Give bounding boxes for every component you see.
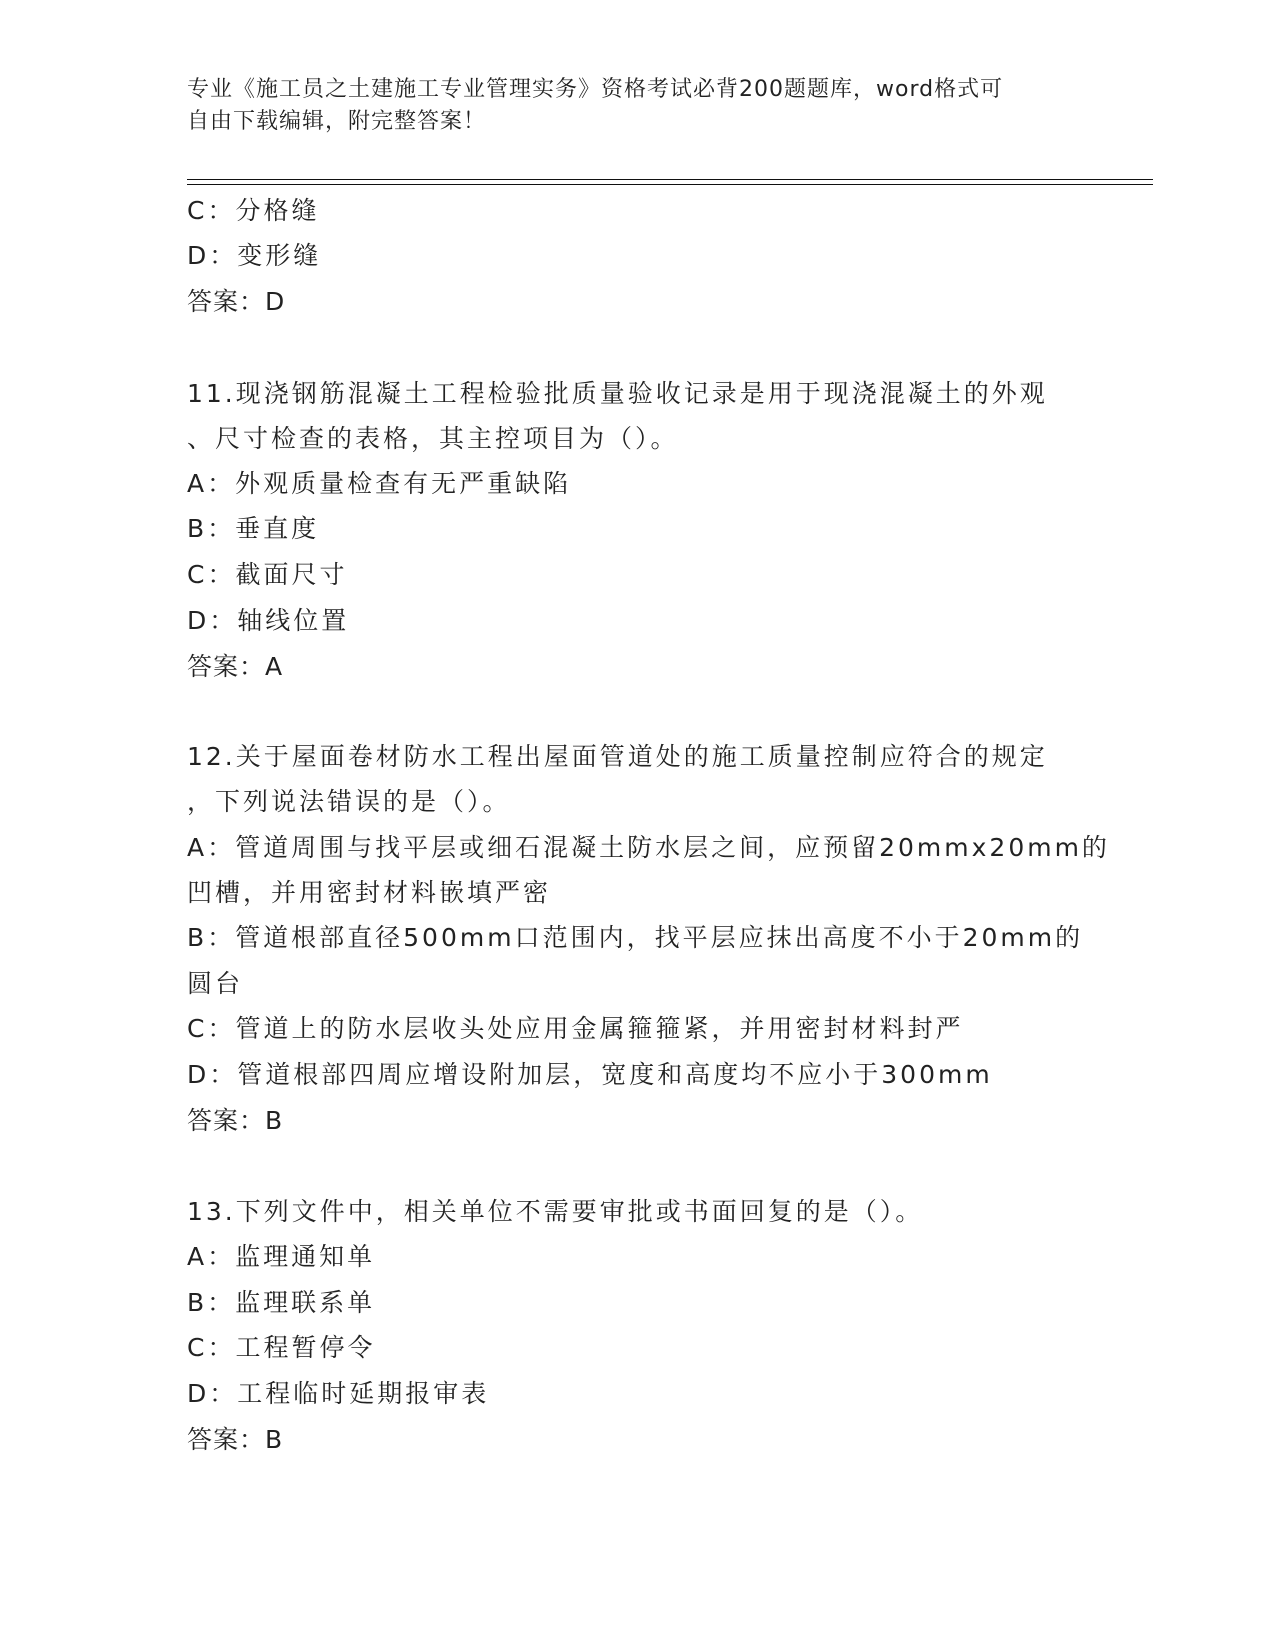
option-line: B：管道根部直径500mm口范围内，找平层应抹出高度不小于20mm的 <box>187 923 1084 952</box>
question-line: ，下列说法错误的是（）。 <box>187 787 511 816</box>
header-line-1: 专业《施工员之土建施工专业管理实务》资格考试必背200题题库，word格式可 <box>187 77 1004 102</box>
option-line: 圆台 <box>187 969 244 998</box>
option-line: C：截面尺寸 <box>187 560 348 589</box>
option-line: A：外观质量检查有无严重缺陷 <box>187 469 572 498</box>
option-line: D：轴线位置 <box>187 606 350 635</box>
option-line: B：垂直度 <box>187 514 320 543</box>
option-line: C：分格缝 <box>187 196 320 225</box>
header-line-2: 自由下载编辑，附完整答案！ <box>187 109 487 134</box>
question-line: 、尺寸检查的表格，其主控项目为（）。 <box>187 424 679 453</box>
answer-line: 答案：D <box>187 287 286 316</box>
option-line: A：监理通知单 <box>187 1242 376 1271</box>
header-divider-bottom <box>187 184 1153 185</box>
question-line: 12.关于屋面卷材防水工程出屋面管道处的施工质量控制应符合的规定 <box>187 742 1048 771</box>
answer-line: 答案：B <box>187 1425 284 1454</box>
option-line: C：管道上的防水层收头处应用金属箍箍紧，并用密封材料封严 <box>187 1014 964 1043</box>
document-header <box>187 74 1067 138</box>
option-line: D：管道根部四周应增设附加层，宽度和高度均不应小于300mm <box>187 1060 993 1089</box>
option-line: D：工程临时延期报审表 <box>187 1379 490 1408</box>
option-line: B：监理联系单 <box>187 1288 376 1317</box>
question-line: 13.下列文件中，相关单位不需要审批或书面回复的是（）。 <box>187 1197 924 1226</box>
option-line: C：工程暂停令 <box>187 1333 376 1362</box>
question-line: 11.现浇钢筋混凝土工程检验批质量验收记录是用于现浇混凝土的外观 <box>187 379 1048 408</box>
answer-line: 答案：B <box>187 1106 284 1135</box>
option-line: 凹槽，并用密封材料嵌填严密 <box>187 878 552 907</box>
header-divider-top <box>187 179 1153 180</box>
answer-line: 答案：A <box>187 652 284 681</box>
option-line: D：变形缝 <box>187 241 322 270</box>
option-line: A：管道周围与找平层或细石混凝土防水层之间，应预留20mmx20mm的 <box>187 833 1110 862</box>
